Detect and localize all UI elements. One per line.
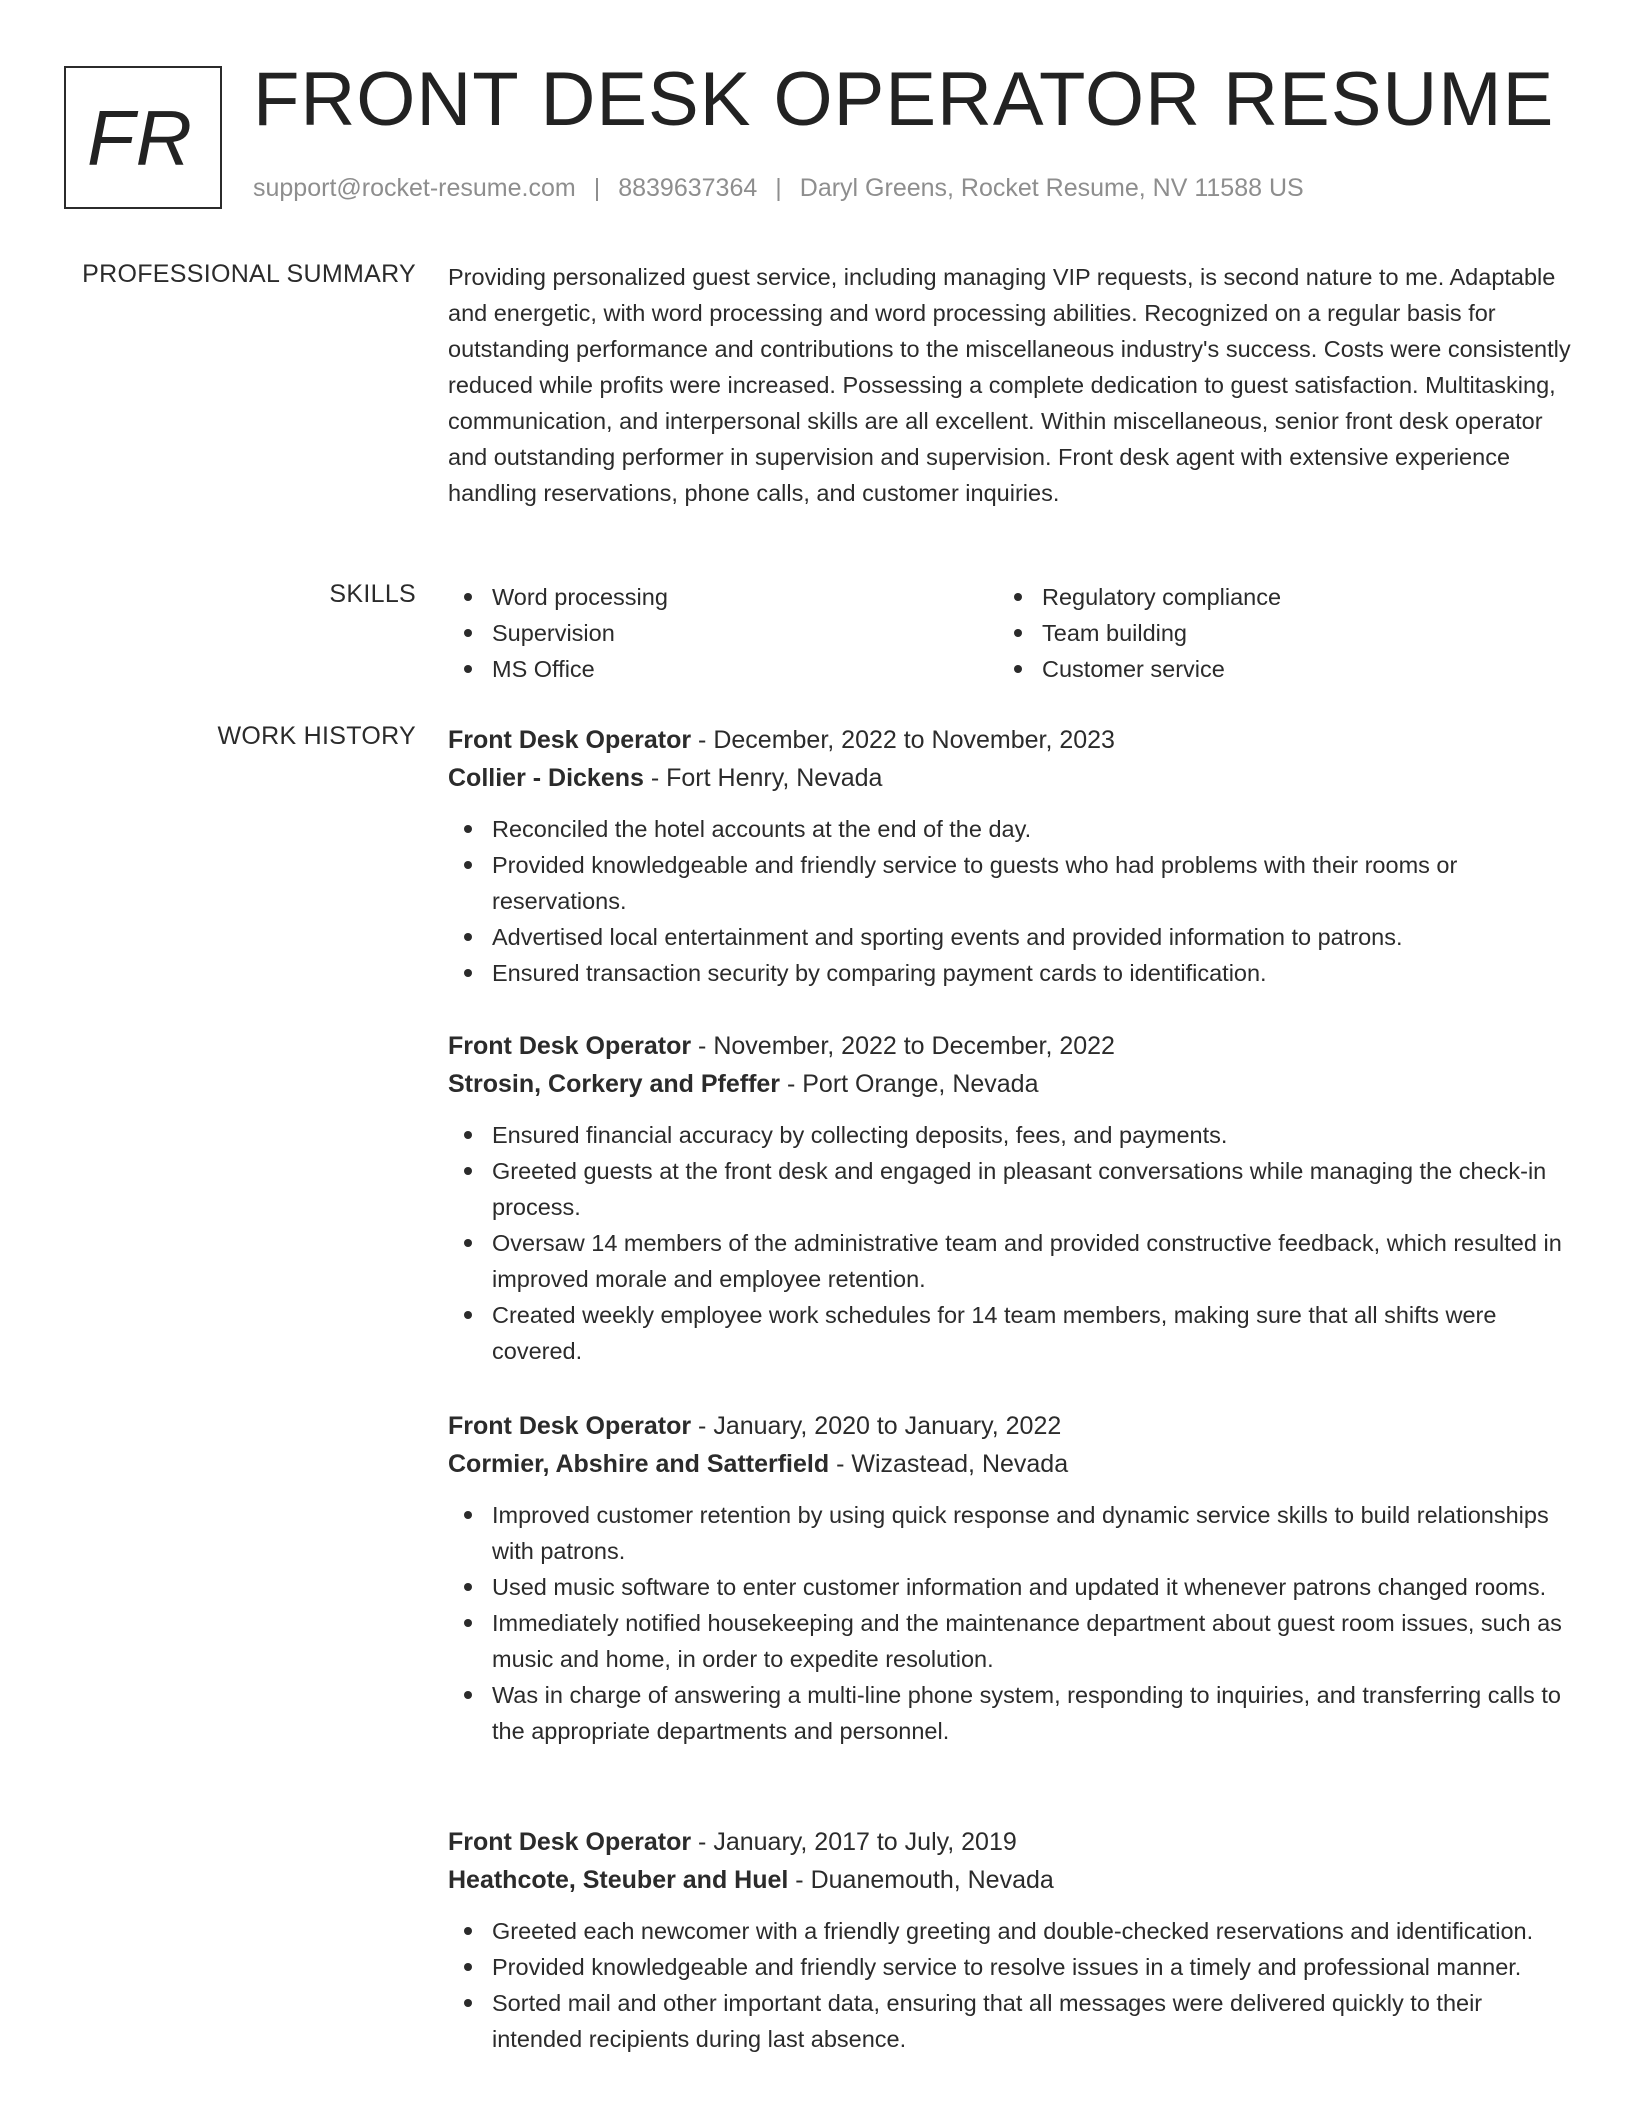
dash: - — [643, 764, 667, 792]
job-bullet: Greeted each newcomer with a friendly greeting and double-checked reservations and identification. — [448, 1913, 1568, 1949]
job-title-line — [448, 1027, 1568, 1065]
job-title: Front Desk Operator — [448, 1032, 692, 1060]
job-location: Fort Henry, Nevada — [666, 764, 883, 792]
job-title: Front Desk Operator — [448, 1828, 692, 1856]
dash: - — [691, 1032, 714, 1060]
job-title-line — [448, 1407, 1568, 1445]
job-location: Duanemouth, Nevada — [810, 1866, 1054, 1894]
job-bullet: Greeted guests at the front desk and engaged in pleasant conversations while managing the check-in process. — [448, 1153, 1568, 1225]
job-company: Strosin, Corkery and Pfeffer — [448, 1070, 781, 1098]
job-dates: November, 2022 to December, 2022 — [713, 1032, 1115, 1060]
job-dates: January, 2020 to January, 2022 — [713, 1412, 1062, 1440]
skills-body — [448, 579, 1568, 687]
dash: - — [788, 1866, 811, 1894]
skill-item: Supervision — [448, 615, 998, 651]
work-history-heading: WORK HISTORY — [217, 722, 416, 750]
job-company-line — [448, 1445, 1568, 1483]
job-entry — [448, 1823, 1568, 2057]
job-bullet: Created weekly employee work schedules for 14 team members, making sure that all shifts were covered. — [448, 1297, 1568, 1369]
job-bullet: Provided knowledgeable and friendly service to resolve issues in a timely and professional manner. — [448, 1949, 1568, 1985]
dash: - — [691, 726, 714, 754]
job-company-line — [448, 759, 1568, 797]
contact-phone: 8839637364 — [618, 174, 758, 202]
job-entry — [448, 1027, 1568, 1369]
job-title-line — [448, 1823, 1568, 1861]
dash: - — [691, 1828, 714, 1856]
summary-text: Providing personalized guest service, including managing VIP requests, is second nature to me. Adaptable and energetic, with word processing and word processing abilities. Recognized on a regular basis for outstanding performance and contributions to the miscellaneous industry's success. Costs were consistently reduced while profits were increased. Possessing a complete dedication to guest satisfaction. Multitasking, communication, and interpersonal skills are all excellent. Within miscellaneous, senior front desk operator and outstanding performer in supervision and supervision. Front desk agent with extensive experience handling reservations, phone calls, and customer inquiries. — [448, 264, 1571, 506]
job-location: Wizastead, Nevada — [851, 1450, 1069, 1478]
contact-separator: | — [775, 174, 782, 202]
contact-address: Daryl Greens, Rocket Resume, NV 11588 US — [799, 174, 1304, 202]
job-entry — [448, 1407, 1568, 1749]
job-dates: December, 2022 to November, 2023 — [713, 726, 1115, 754]
skills-column-left — [448, 579, 998, 687]
contact-line — [253, 174, 1304, 203]
job-company: Collier - Dickens — [448, 764, 644, 792]
job-company: Cormier, Abshire and Satterfield — [448, 1450, 830, 1478]
job-dates: January, 2017 to July, 2019 — [713, 1828, 1017, 1856]
job-title: Front Desk Operator — [448, 1412, 692, 1440]
job-bullets — [448, 1117, 1568, 1369]
job-bullet: Ensured financial accuracy by collecting deposits, fees, and payments. — [448, 1117, 1568, 1153]
monogram: FR — [64, 66, 222, 209]
job-company-line — [448, 1065, 1568, 1103]
skill-item: Team building — [998, 615, 1548, 651]
skill-item: Customer service — [998, 651, 1548, 687]
job-bullet: Provided knowledgeable and friendly service to guests who had problems with their rooms or reservations. — [448, 847, 1568, 919]
summary-heading: PROFESSIONAL SUMMARY — [82, 260, 416, 288]
job-bullet: Improved customer retention by using quick response and dynamic service skills to build relationships with patrons. — [448, 1497, 1568, 1569]
skills-heading: SKILLS — [329, 580, 416, 608]
job-company-line — [448, 1861, 1568, 1899]
job-bullet: Ensured transaction security by comparing payment cards to identification. — [448, 955, 1568, 991]
dash: - — [780, 1070, 803, 1098]
job-bullet: Reconciled the hotel accounts at the end of the day. — [448, 811, 1568, 847]
job-bullet: Immediately notified housekeeping and the maintenance department about guest room issues, such as music and home, in order to expedite resolution. — [448, 1605, 1568, 1677]
skill-item: Regulatory compliance — [998, 579, 1548, 615]
job-entry — [448, 721, 1568, 991]
job-company: Heathcote, Steuber and Huel — [448, 1866, 789, 1894]
job-bullet: Sorted mail and other important data, ensuring that all messages were delivered quickly to their intended recipients during last absence. — [448, 1985, 1568, 2057]
skills-column-right — [998, 579, 1548, 687]
job-bullet: Used music software to enter customer information and updated it whenever patrons changed rooms. — [448, 1569, 1568, 1605]
job-bullet: Oversaw 14 members of the administrative team and provided constructive feedback, which resulted in improved morale and employee retention. — [448, 1225, 1568, 1297]
skill-item: Word processing — [448, 579, 998, 615]
job-bullets — [448, 811, 1568, 991]
job-title: Front Desk Operator — [448, 726, 692, 754]
skills-grid — [448, 579, 1568, 687]
contact-email: support@rocket-resume.com — [253, 174, 576, 202]
skill-item: MS Office — [448, 651, 998, 687]
dash: - — [829, 1450, 852, 1478]
contact-separator: | — [593, 174, 601, 202]
dash: - — [691, 1412, 714, 1440]
job-bullet: Advertised local entertainment and sporting events and provided information to patrons. — [448, 919, 1568, 955]
resume-title: FRONT DESK OPERATOR RESUME — [253, 57, 1555, 142]
job-title-line — [448, 721, 1568, 759]
job-bullets — [448, 1497, 1568, 1749]
job-bullet: Was in charge of answering a multi-line phone system, responding to inquiries, and transferring calls to the appropriate departments and personnel. — [448, 1677, 1568, 1749]
job-location: Port Orange, Nevada — [802, 1070, 1039, 1098]
job-bullets — [448, 1913, 1568, 2057]
